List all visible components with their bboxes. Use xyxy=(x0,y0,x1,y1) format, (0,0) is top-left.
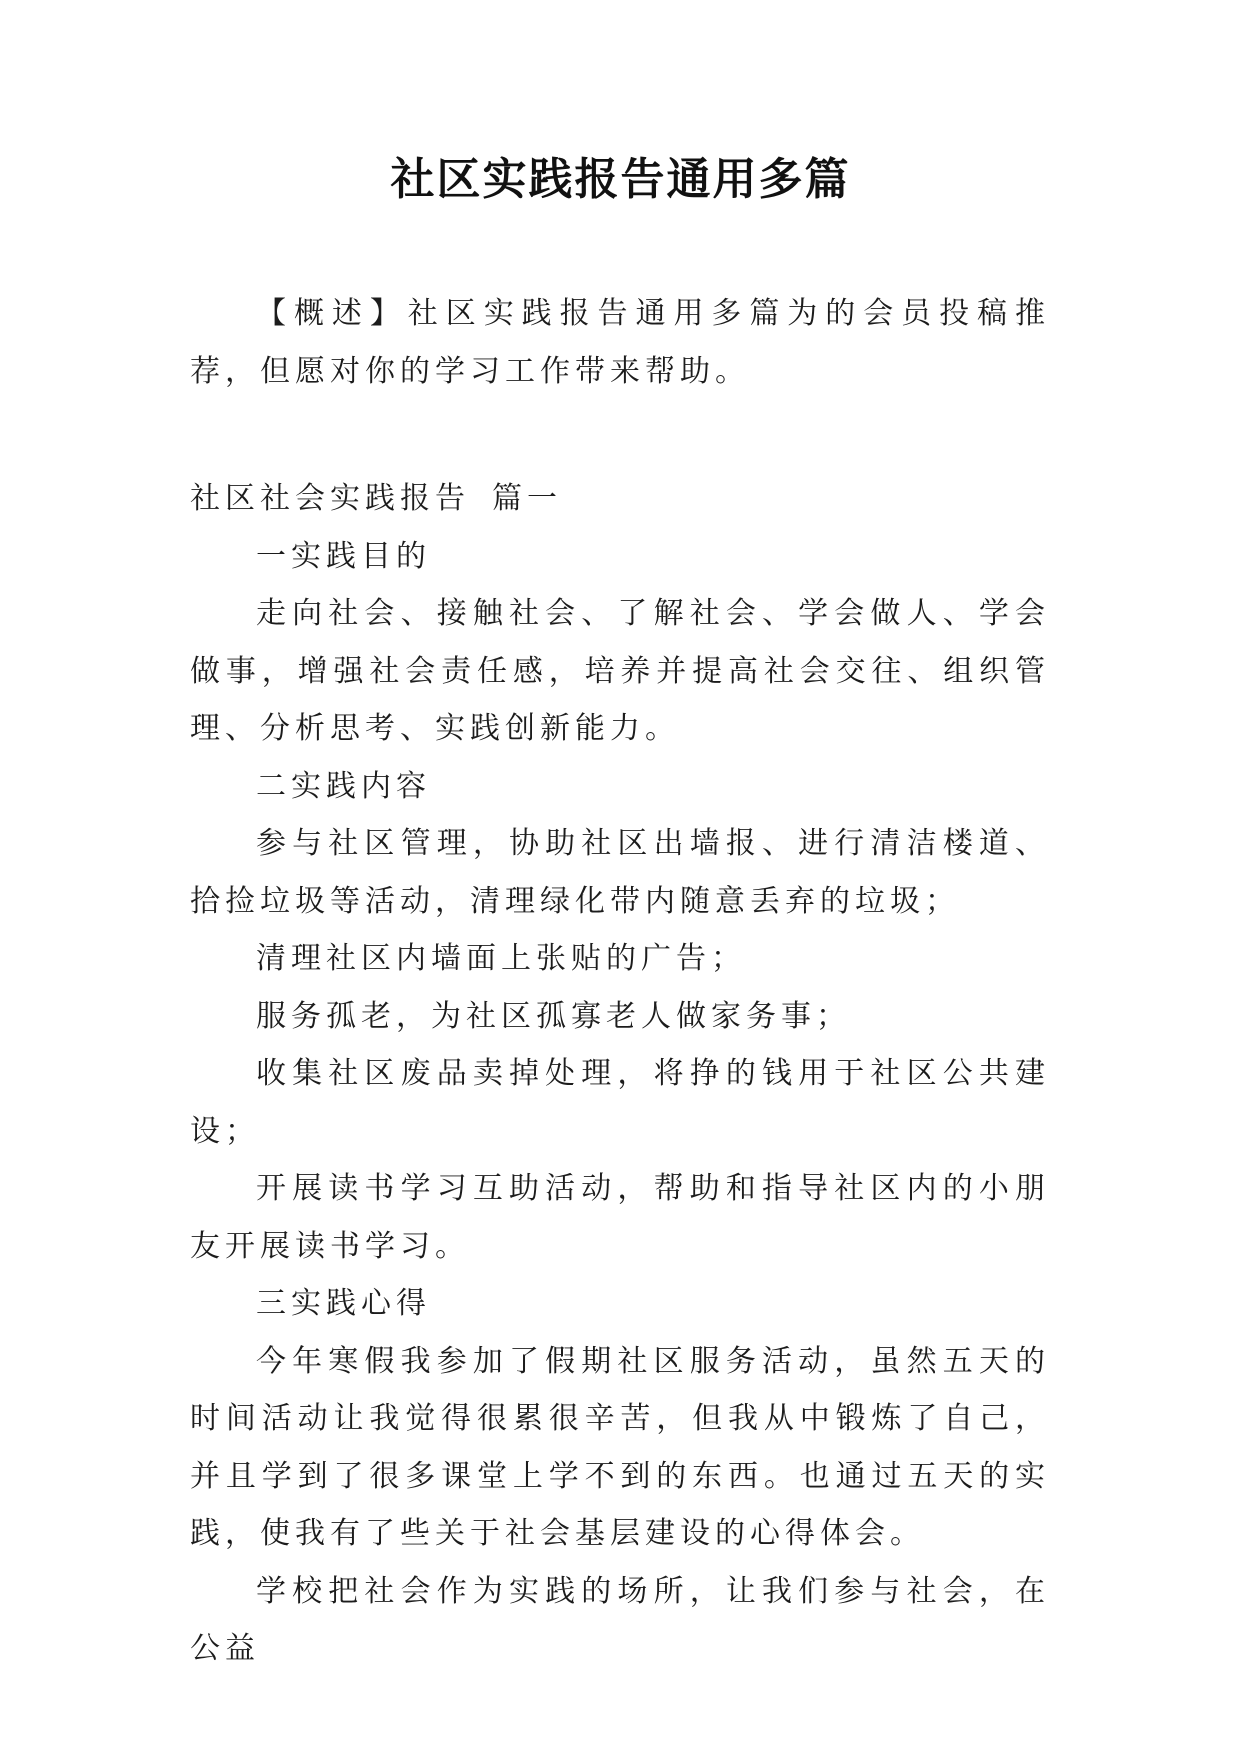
body-paragraph: 学校把社会作为实践的场所，让我们参与社会，在公益 xyxy=(190,1573,1050,1666)
summary-paragraph: 【概述】社区实践报告通用多篇为的会员投稿推荐，但愿对你的学习工作带来帮助。 xyxy=(190,296,1050,389)
body-paragraph: 清理社区内墙面上张贴的广告； xyxy=(256,941,746,976)
document-body xyxy=(190,285,1050,1678)
section-heading xyxy=(190,470,1050,528)
body-paragraph: 开展读书学习互助活动，帮助和指导社区内的小朋友开展读书学习。 xyxy=(190,1171,1050,1264)
subheading-reflection: 三实践心得 xyxy=(256,1286,431,1321)
body-paragraph: 走向社会、接触社会、了解社会、学会做人、学会做事，增强社会责任感，培养并提高社会交往、组织管理、分析思考、实践创新能力。 xyxy=(190,596,1050,746)
subheading-purpose: 一实践目的 xyxy=(256,538,431,574)
blank-line xyxy=(190,400,1050,470)
document-title: 社区实践报告通用多篇 xyxy=(390,154,851,205)
section-heading-title: 社区社会实践报告 xyxy=(190,481,470,516)
body-paragraph: 服务孤老，为社区孤寡老人做家务事； xyxy=(256,998,851,1034)
body-paragraph: 今年寒假我参加了假期社区服务活动，虽然五天的时间活动让我觉得很累很辛苦，但我从中锻炼了自己，并且学到了很多课堂上学不到的东西。也通过五天的实践，使我有了些关于社会基层建设的心得体会。 xyxy=(190,1343,1050,1551)
body-paragraph: 参与社区管理，协助社区出墙报、进行清洁楼道、拾捡垃圾等活动，清理绿化带内随意丢弃的垃圾； xyxy=(190,826,1050,919)
body-paragraph: 收集社区废品卖掉处理，将挣的钱用于社区公共建设； xyxy=(190,1056,1050,1149)
subheading-content: 二实践内容 xyxy=(256,768,431,804)
section-heading-part: 篇一 xyxy=(492,481,562,516)
